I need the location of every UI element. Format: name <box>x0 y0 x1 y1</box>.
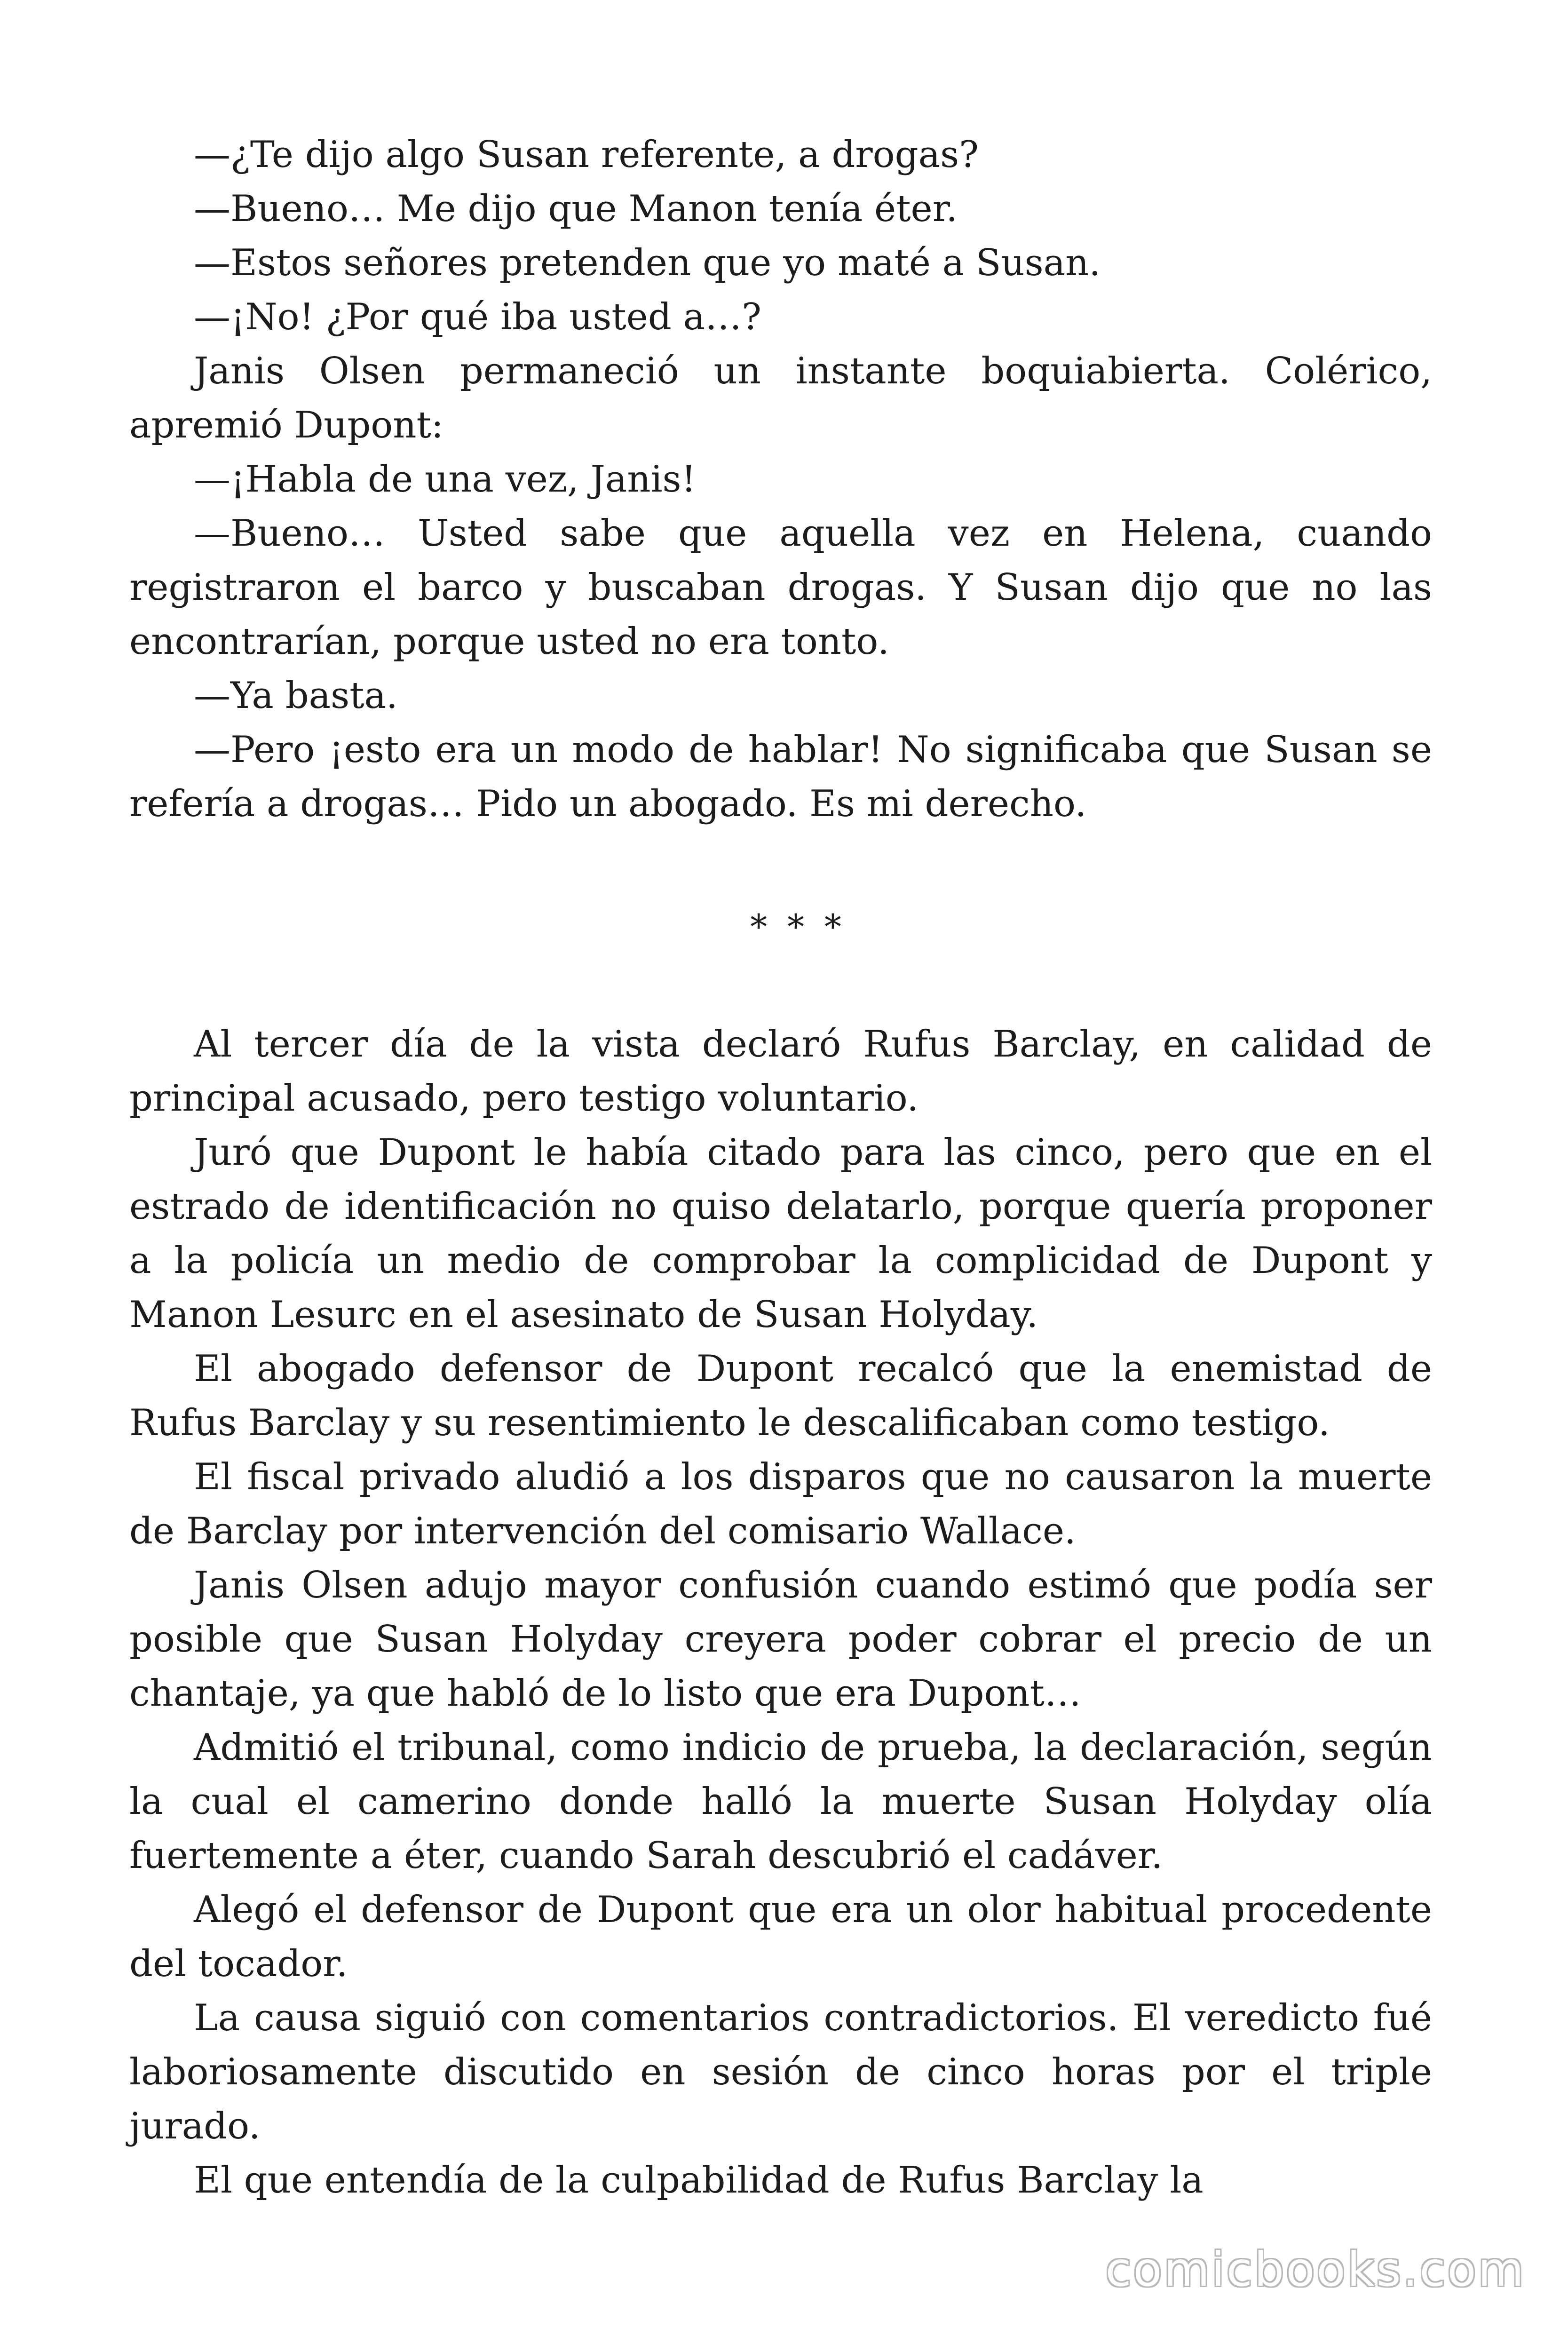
paragraph: —Pero ¡esto era un modo de hablar! No significaba que Susan se refería a drogas… Pido un abogado. Es mi derecho. <box>129 729 1432 825</box>
paragraph: —Ya basta. <box>194 675 398 717</box>
paragraph: —¡Habla de una vez, Janis! <box>194 458 696 501</box>
paragraph: El fiscal privado aludió a los disparos que no causaron la muerte de Barclay por intervención del comisario Wallace. <box>129 1456 1432 1552</box>
paragraph: Alegó el defensor de Dupont que era un olor habitual procedente del tocador. <box>129 1889 1432 1985</box>
section-separator: * * * <box>750 907 846 946</box>
text-block-top <box>129 128 1432 831</box>
paragraph: El que entendía de la culpabilidad de Rufus Barclay la <box>194 2159 1204 2201</box>
paragraph: Juró que Dupont le había citado para las cinco, pero que en el estrado de identificación no quiso delatarlo, porque quería proponer a la policía un medio de comprobar la complicidad de Dupont y Manon Lesurc en el asesinato de Susan Holyday. <box>129 1131 1432 1336</box>
paragraph: Admitió el tribunal, como indicio de prueba, la declaración, según la cual el camerino donde halló la muerte Susan Holyday olía fuertemente a éter, cuando Sarah descubrió el cadáver. <box>129 1726 1432 1877</box>
paragraph: —¿Te dijo algo Susan referente, a drogas? <box>194 134 979 176</box>
watermark: comicbooks.com <box>1105 2242 1526 2297</box>
paragraph: —Bueno… Me dijo que Manon tenía éter. <box>194 188 958 230</box>
paragraph: —Bueno… Usted sabe que aquella vez en Helena, cuando registraron el barco y buscaban drogas. Y Susan dijo que no las encontrarían, porque usted no era tonto. <box>129 512 1432 663</box>
paragraph: La causa siguió con comentarios contradictorios. El veredicto fué laboriosamente discutido en sesión de cinco horas por el triple jurado. <box>129 1997 1432 2147</box>
paragraph: Al tercer día de la vista declaró Rufus Barclay, en calidad de principal acusado, pero testigo voluntario. <box>129 1023 1432 1120</box>
paragraph: —Estos señores pretenden que yo maté a Susan. <box>194 242 1101 284</box>
paragraph: El abogado defensor de Dupont recalcó que la enemistad de Rufus Barclay y su resentimiento le descalificaban como testigo. <box>129 1348 1432 1444</box>
paragraph: —¡No! ¿Por qué iba usted a…? <box>194 296 761 338</box>
paragraph: Janis Olsen adujo mayor confusión cuando estimó que podía ser posible que Susan Holyday creyera poder cobrar el precio de un chantaje, ya que habló de lo listo que era Dupont… <box>129 1564 1432 1715</box>
text-block-bottom <box>129 1017 1432 2208</box>
paragraph: Janis Olsen permaneció un instante boquiabierta. Colérico, apremió Dupont: <box>129 350 1432 446</box>
